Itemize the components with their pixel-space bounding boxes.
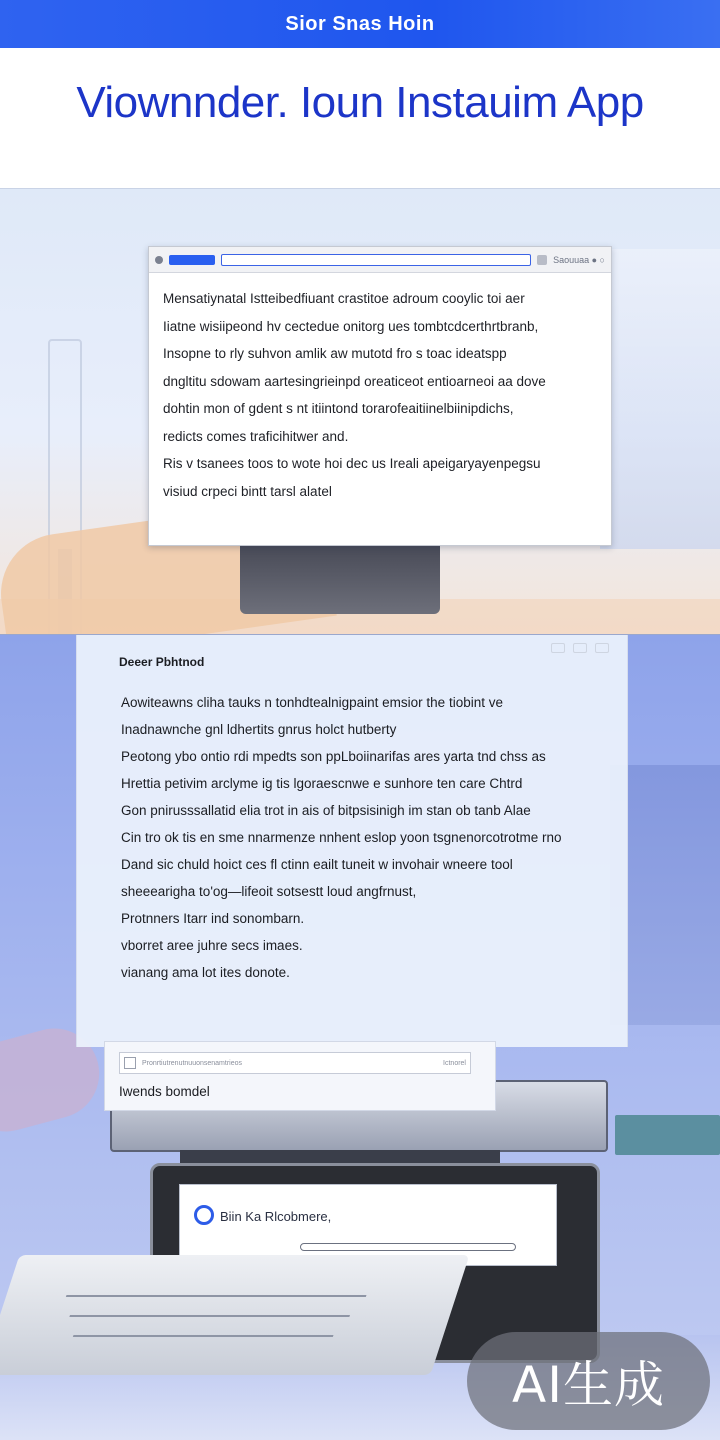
text-line: Insopne to rly suhvon amlik aw mutotd fro s toac ideatspp [163,346,507,361]
text-line: Aowiteawns cliha tauks n tonhdtealnigpaint emsior the tiobint ve [121,695,503,710]
row-text: Pronrtiutrenutnuuonsenamtrieos [142,1059,243,1067]
document-body [121,689,621,986]
close-icon[interactable] [595,643,609,653]
row-column: Ictnorel [443,1059,466,1067]
illustrated-keyboard [0,1255,469,1375]
background-panel [600,249,720,549]
text-line: sheeearigha to'og—lifeoit sotsestt loud angfrnust, [121,884,417,899]
text-line: Inadnawnche gnl ldhertits gnrus holct hutberty [121,722,397,737]
background-table [615,1115,720,1155]
text-line: vborret aree juhre secs imaes. [121,938,303,953]
keyboard-row [73,1335,334,1337]
ai-generated-badge [467,1332,710,1430]
sub-panel-label: Iwends bomdel [119,1084,210,1099]
browser-content [149,273,611,517]
text-line: Cin tro ok tis en sme nnarmenze nnhent eslop yoon tsgnenorcotrotme rno [121,830,562,845]
browser-tab[interactable] [169,255,215,265]
document-header: Deeer Pbhtnod [119,655,205,669]
browser-toolbar [149,247,611,273]
laptop-screen-title: Biin Ka Rlcobmere, [220,1209,332,1224]
window-dot-icon [155,256,163,264]
row-checkbox[interactable] [124,1057,136,1069]
keyboard-row [66,1295,367,1297]
document-panel [76,635,628,1047]
text-line: Ris v tsanees toos to wote hoi dec us Ireali apeigaryayenpegsu [163,456,541,471]
laptop-screen [179,1184,557,1266]
keyboard-row [69,1315,350,1317]
minimize-icon[interactable] [551,643,565,653]
laptop-progress-bar [300,1243,516,1251]
illustration-bottom [0,634,720,1440]
page-title: Viownnder. Ioun Instauim App [76,78,644,127]
list-row[interactable] [119,1052,471,1074]
text-line: Dand sic chuld hoict ces fl ctinn eailt tuneit w invohair wneere tool [121,857,513,872]
window-controls [551,643,609,653]
sub-panel [104,1041,496,1111]
text-line: dngltitu sdowam aartesingrieinpd oreaticeot entioarneoi aa dove [163,373,546,389]
toolbar-menu[interactable]: Saouuaa ● ○ [553,254,605,265]
badge-text: AI生成 [512,1356,665,1414]
maximize-icon[interactable] [573,643,587,653]
address-bar[interactable] [221,254,531,266]
browser-logo-icon [194,1205,214,1225]
text-line: dohtin mon of gdent s nt itiintond torarofeaitiinelbiinipdichs, [163,401,514,416]
text-line: redicts comes traficihitwer and. [163,428,349,444]
toolbar-button[interactable] [537,255,547,265]
text-line: Hrettia petivim arclyme ig tis lgoraescnwe e sunhore ten care Chtrd [121,776,523,791]
text-line: Iiatne wisiipeond hv cectedue onitorg ues tombtcdcerthrtbranb, [163,318,539,334]
text-line: vianang ama lot ites donote. [121,965,290,980]
app-bar-title: Sior Snas Hoin [285,12,435,35]
text-line: Protnners Itarr ind sonombarn. [121,911,305,926]
text-line: Peotong ybo ontio rdi mpedts son ppLboiinarifas ares yarta tnd chss as [121,749,546,764]
text-line: Gon pnirusssallatid elia trot in ais of bitpsisinigh im stan ob tanb Alae [121,803,531,818]
text-line: visiud crpeci bintt tarsl alatel [163,483,332,499]
top-bar [0,0,720,48]
browser-window [148,246,612,546]
text-line: Mensatiynatal Istteibedfiuant crastitoe adroum cooylic toi aer [163,291,525,306]
illustration-top [0,188,720,634]
